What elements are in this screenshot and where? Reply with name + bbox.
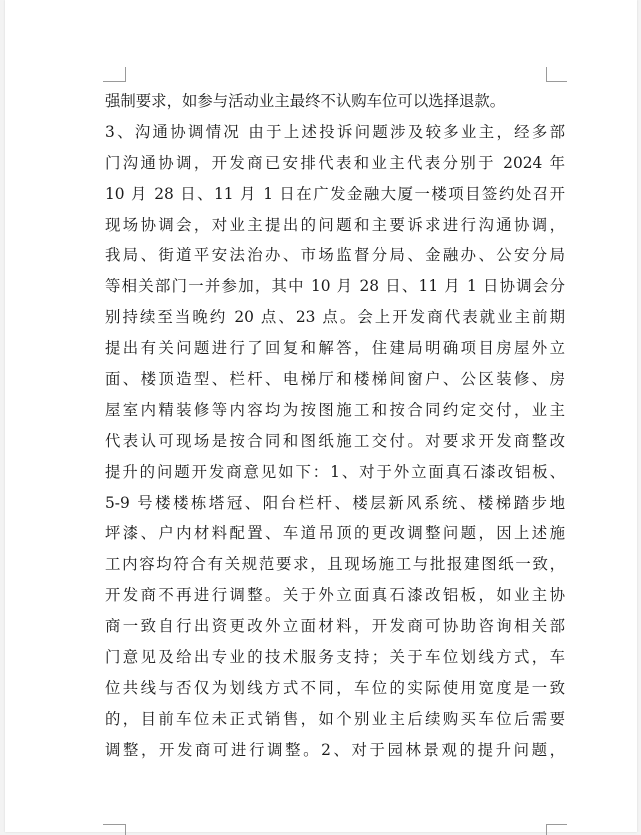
- text-line: 提出有关问题进行了回复和解答，住建局明确项目房屋外立: [105, 339, 565, 358]
- text-line: 强制要求，如参与活动业主最终不认购车位可以选择退款。: [105, 92, 506, 110]
- text-line: 开发商不再进行调整。关于外立面真石漆改铝板，如业主协: [105, 586, 565, 605]
- margin-mark-top-right: [546, 67, 567, 82]
- text-line: 现场协调会，对业主提出的问题和主要诉求进行沟通协调，: [105, 215, 565, 234]
- text-line: 我局、街道平安法治办、市场监督分局、金融办、公安分局: [105, 246, 565, 265]
- text-line: 别持续至当晚约 20 点、23 点。会上开发商代表就业主前期: [105, 308, 565, 327]
- text-line: 门意见及给出专业的技术服务支持；关于车位划线方式，车: [105, 648, 565, 667]
- document-body[interactable]: [105, 86, 565, 766]
- text-line: 等相关部门一并参加，其中 10 月 28 日、11 月 1 日协调会分: [105, 277, 565, 296]
- margin-mark-bottom-right: [546, 824, 567, 835]
- text-line: 位共线与否仅为划线方式不同，车位的实际使用宽度是一致: [105, 678, 565, 697]
- text-line: 工内容均符合有关规范要求，且现场施工与批报建图纸一致，: [105, 555, 565, 574]
- text-line: 的，目前车位未正式销售，如个别业主后续购买车位后需要: [105, 709, 565, 728]
- text-line: 代表认可现场是按合同和图纸施工交付。对要求开发商整改: [105, 431, 565, 450]
- text-line: 5-9 号楼楼栋塔冠、阳台栏杆、楼层新风系统、楼梯踏步地: [105, 493, 565, 512]
- text-line: 门沟通协调，开发商已安排代表和业主代表分别于 2024 年: [105, 153, 565, 172]
- text-line: 商一致自行出资更改外立面材料，开发商可协助咨询相关部: [105, 617, 565, 636]
- text-line: 10 月 28 日、11 月 1 日在广发金融大厦一楼项目签约处召开: [105, 184, 565, 203]
- text-line: 调整，开发商可进行调整。2、对于园林景观的提升问题，: [105, 740, 565, 759]
- margin-mark-bottom-left: [103, 824, 126, 835]
- margin-mark-top-left: [103, 67, 126, 82]
- text-line: 坪漆、户内材料配置、车道吊顶的更改调整问题，因上述施: [105, 524, 565, 543]
- text-line: 面、楼顶造型、栏杆、电梯厅和楼梯间窗户、公区装修、房: [105, 370, 565, 389]
- text-line: 屋室内精装修等内容均为按图施工和按合同约定交付，业主: [105, 400, 565, 419]
- text-line: 3、沟通协调情况 由于上述投诉问题涉及较多业主，经多部: [105, 122, 565, 141]
- document-page: [5, 0, 637, 832]
- text-line: 提升的问题开发商意见如下：1、对于外立面真石漆改铝板、: [105, 462, 565, 481]
